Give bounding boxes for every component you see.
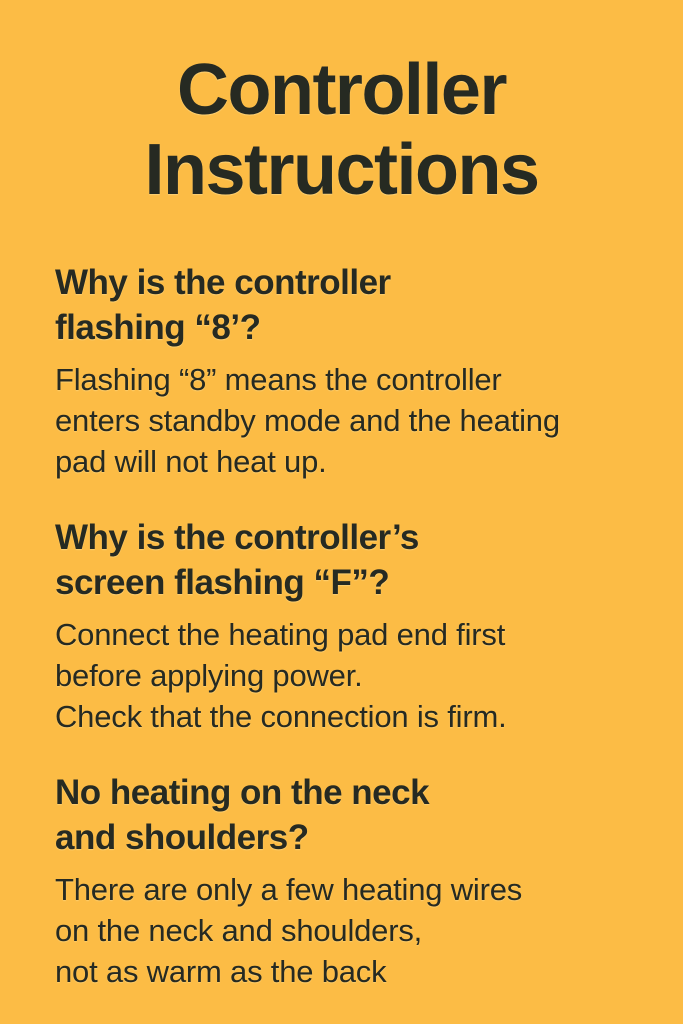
faq-answer-line: There are only a few heating wires (55, 872, 523, 907)
faq-question-flashing-f (55, 515, 655, 605)
faq-question-flashing-8 (55, 260, 655, 350)
faq-question-line: and shoulders? (55, 818, 309, 857)
faq-answer-line: enters standby mode and the heating (55, 403, 560, 438)
page-title (55, 50, 628, 210)
faq-question-line: screen flashing “F”? (55, 563, 390, 602)
faq-answer-line: pad will not heat up. (55, 444, 327, 479)
faq-section-flashing-8 (55, 260, 655, 482)
faq-answer-line: before applying power. (55, 658, 363, 693)
faq-answer-line: not as warm as the back (55, 954, 387, 989)
faq-answer-flashing-f (55, 614, 655, 737)
faq-question-line: Why is the controller (55, 263, 391, 302)
faq-answer-neck-shoulders (55, 869, 655, 992)
faq-answer-line: Flashing “8” means the controller (55, 362, 502, 397)
faq-question-line: No heating on the neck (55, 773, 430, 812)
page-title-line-2: Instructions (144, 130, 539, 210)
faq-answer-flashing-8 (55, 359, 655, 482)
faq-section-neck-shoulders (55, 770, 655, 992)
faq-question-line: Why is the controller’s (55, 518, 419, 557)
faq-answer-line: on the neck and shoulders, (55, 913, 423, 948)
faq-question-neck-shoulders (55, 770, 655, 860)
faq-section-flashing-f (55, 515, 655, 737)
faq-answer-line: Check that the connection is firm. (55, 699, 507, 734)
faq-question-line: flashing “8’? (55, 308, 261, 347)
page-title-line-1: Controller (176, 50, 506, 130)
faq-answer-line: Connect the heating pad end first (55, 617, 506, 652)
